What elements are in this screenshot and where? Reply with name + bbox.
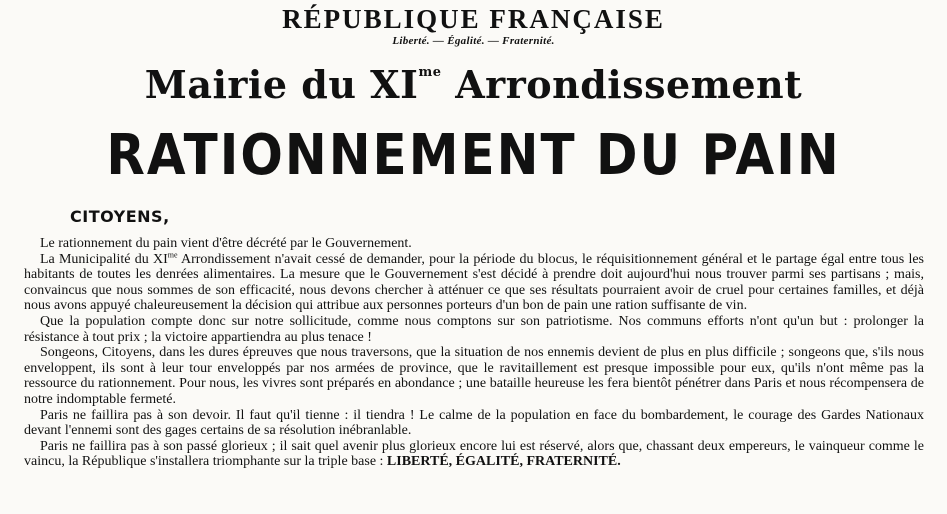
mairie-heading-sup: me: [418, 65, 442, 80]
paragraph-2-rest: Arrondissement n'avait cessé de demander, pour la période du blocus, le réquisitionnement général et le partage égal entre tous les habitants de toutes les denrées alimentaires. La mesure que le Gouvernement s'est décidé à prendre doit aujourd'hui nous trouver parmi ses partisans ; mais, convaincus que nous sommes de son efficacité, nous devons chercher à atténuer ce que ses résultats pourraient avoir de cruel pour certaines familles, et déjà nous avons appuyé chaleureusement la décision qui attribue aux personnes porteurs d'un bon de pain une ration suffisante de vin.: [24, 251, 925, 314]
paragraph-2: [24, 249, 925, 314]
mairie-heading: [0, 62, 947, 108]
paragraph-5: Paris ne faillira pas à son devoir. Il faut qu'il tienne : il tiendra ! Le calme de la population en face du bombardement, le courage des Gardes Nationaux devant l'ennemi sont des gages certains de sa résolution inébranlable.: [24, 407, 924, 439]
paragraph-1: Le rationnement du pain vient d'être décrété par le Gouvernement.: [40, 236, 412, 251]
paragraph-2-start: La Municipalité du XI: [40, 251, 168, 267]
paragraph-2-sup: me: [167, 249, 178, 259]
salutation: CITOYENS,: [70, 207, 170, 226]
paragraph-6-text: Paris ne faillira pas à son passé glorieux ; il sait quel avenir plus glorieux encore lui est réservé, alors que, chassant deux empereurs, le vainqueur comme le vaincu, la République s'installera triomphante sur la triple base :: [24, 438, 924, 470]
mairie-heading-post: Arrondissement: [441, 62, 803, 107]
paragraph-3: Que la population compte donc sur notre sollicitude, comme nous comptons sur son patriotisme. Nos communs efforts n'ont qu'un but : prolonger la résistance à tout prix ; la victoire appartiendra au plus tenace !: [24, 313, 924, 345]
poster-title: RATIONNEMENT DU PAIN: [106, 122, 841, 188]
mairie-heading-pre: Mairie du XI: [144, 62, 419, 107]
republique-heading: RÉPUBLIQUE FRANÇAISE: [282, 4, 665, 34]
paragraph-6: [24, 439, 924, 470]
paragraph-6-motto: LIBERTÉ, ÉGALITÉ, FRATERNITÉ.: [386, 454, 621, 470]
motto: Liberté. — Égalité. — Fraternité.: [392, 35, 555, 47]
body-text: [24, 236, 924, 470]
paragraph-4: Songeons, Citoyens, dans les dures épreuves que nous traversons, que la situation de nos ennemis devient de plus en plus difficile ; songeons que, s'ils nous enveloppent, ils sont à leur tour enveloppés par nos armées de province, que le ravitaillement est presque impossible pour eux, qu'ils n'ont même pas la ressource du rationnement. Pour nous, les vivres sont préparés en abondance ; une bataille heureuse les fera bientôt pénétrer dans Paris et nous récompensera de notre indomptable fermeté.: [24, 345, 924, 407]
